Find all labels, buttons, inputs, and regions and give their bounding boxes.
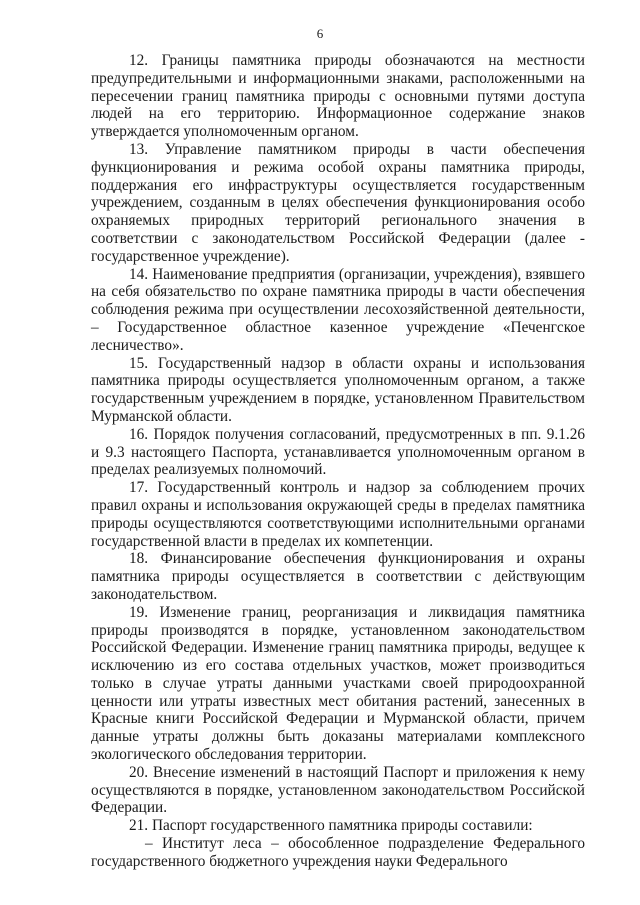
paragraph-15: 15. Государственный надзор в области охраны и использования памятника природы осуществляется уполномоченным органом, а также государственным учреждением в порядке, установленном Правительством Мурманской области. bbox=[91, 354, 585, 425]
list-item-dash: – Институт леса – обособленное подразделение Федерального государственного бюджетного учреждения науки Федерального bbox=[91, 835, 585, 870]
document-body bbox=[91, 52, 585, 871]
paragraph-16: 16. Порядок получения согласований, предусмотренных в пп. 9.1.26 и 9.3 настоящего Паспорта, устанавливается уполномоченным органом в пределах реализуемых полномочий. bbox=[91, 425, 585, 479]
paragraph-19: 19. Изменение границ, реорганизация и ликвидация памятника природы производятся в порядке, установленном законодательством Российской Федерации. Изменение границ памятника природы, ведущее к исключению из его состава отдельных участков, может производиться только в случае утраты данными участками своей природоохранной ценности или утраты известных мест обитания растений, занесенных в Красные книги Российской Федерации и Мурманской области, причем данные утраты должны быть доказаны материалами комплексного экологического обследования территории. bbox=[91, 603, 585, 764]
paragraph-20: 20. Внесение изменений в настоящий Паспорт и приложения к нему осуществляются в порядке, установленном законодательством Российской Федерации. bbox=[91, 763, 585, 817]
paragraph-18: 18. Финансирование обеспечения функционирования и охраны памятника природы осуществляется в соответствии с действующим законодательством. bbox=[91, 550, 585, 603]
paragraph-14: 14. Наименование предприятия (организации, учреждения), взявшего на себя обязательство по охране памятника природы в части обеспечения соблюдения режима при осуществлении лесохозяйственной деятельности, – Государственное областное казенное учреждение «Печенгское лесничество». bbox=[91, 265, 585, 354]
paragraph-12: 12. Границы памятника природы обозначаются на местности предупредительными и информационными знаками, расположенными на пересечении границ памятника природы с основными путями доступа людей на его территорию. Информационное содержание знаков утверждается уполномоченным органом. bbox=[91, 52, 585, 141]
page-number: 6 bbox=[316, 26, 324, 41]
paragraph-21: 21. Паспорт государственного памятника природы составили: bbox=[129, 817, 533, 835]
paragraph-13: 13. Управление памятником природы в части обеспечения функционирования и режима особой охраны памятника природы, поддержания его инфраструктуры осуществляется государственным учреждением, созданным в целях обеспечения функционирования особо охраняемых природных территорий регионального значения в соответствии с законодательством Российской Федерации (далее - государственное учреждение). bbox=[91, 140, 585, 265]
paragraph-17: 17. Государственный контроль и надзор за соблюдением прочих правил охраны и использования окружающей среды в пределах памятника природы осуществляются соответствующими исполнительными органами государственной власти в пределах их компетенции. bbox=[91, 479, 585, 550]
